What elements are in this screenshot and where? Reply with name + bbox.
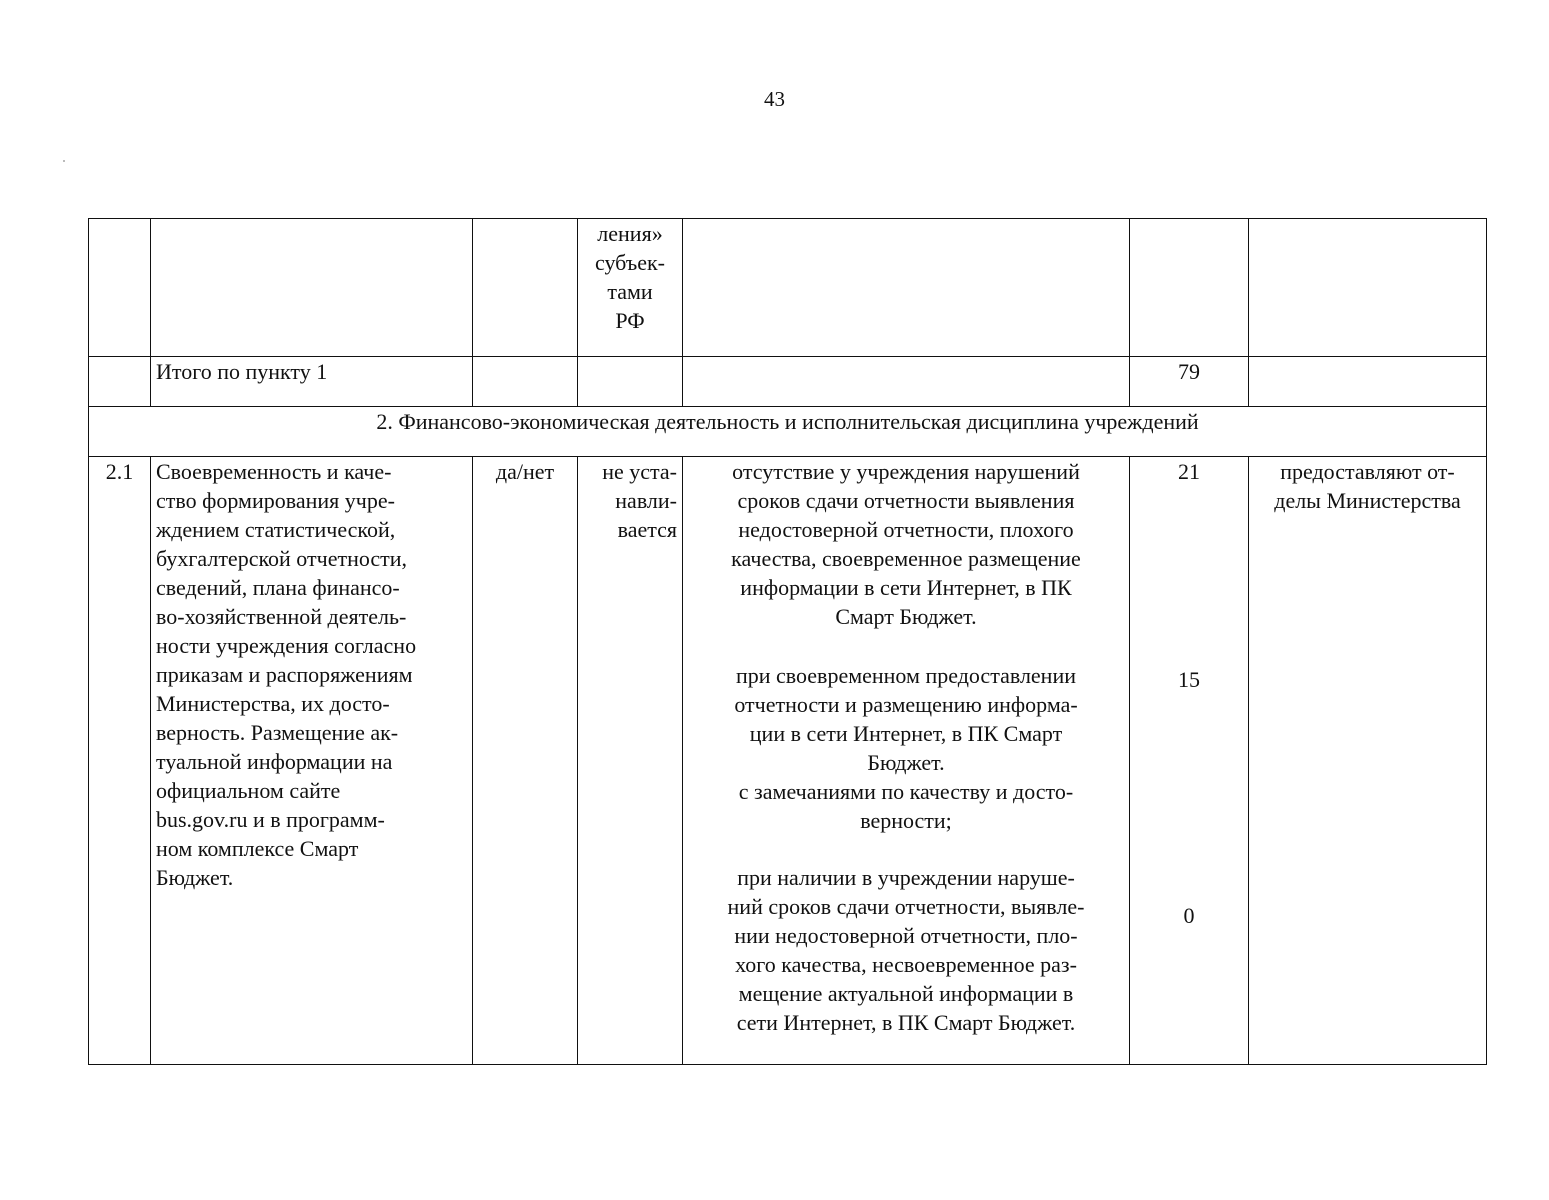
cell-source — [1249, 357, 1487, 407]
text-line: РФ — [615, 308, 645, 333]
section-header-row — [89, 407, 1487, 457]
text-line: верность. Размещение ак- — [156, 720, 399, 745]
criteria-text — [683, 457, 1130, 1065]
criterion-1-score: 21 — [1178, 459, 1200, 484]
text-line: не уста- — [602, 459, 677, 484]
table-row-2-1 — [89, 457, 1487, 1065]
text-line: сети Интернет, в ПК Смарт Бюджет. — [736, 1010, 1076, 1035]
target-text — [578, 457, 683, 1065]
criterion-1 — [688, 457, 1124, 631]
cell-number — [89, 357, 151, 407]
text-line: недостоверной отчетности, плохого — [738, 517, 1074, 542]
text-line: ном комплексе Смарт — [156, 836, 359, 861]
rating-criteria-table — [88, 218, 1487, 1065]
cell-score — [1130, 219, 1249, 357]
score-text — [1130, 457, 1249, 1065]
text-line: туальной информации на — [156, 749, 393, 774]
page-number: 43 — [764, 87, 785, 111]
text-line: информации в сети Интернет, в ПК — [740, 575, 1072, 600]
criterion-2 — [688, 661, 1124, 835]
text-line: Смарт Бюджет. — [835, 604, 977, 629]
table-row-continued — [89, 219, 1487, 357]
text-line: тами — [607, 279, 653, 304]
text-line: навли- — [615, 488, 677, 513]
text-line: качества, своевременное размещение — [731, 546, 1081, 571]
cell-target — [578, 219, 683, 357]
text-line: сроков сдачи отчетности выявления — [737, 488, 1075, 513]
text-line: ждением статистической, — [156, 517, 396, 542]
cell-criteria — [683, 219, 1130, 357]
text-line: Бюджет. — [156, 865, 234, 890]
section-header: 2. Финансово-экономическая деятельность и исполнительская дисциплина учреждений — [89, 407, 1487, 457]
cell-target — [578, 357, 683, 407]
text-line: ство формирования учре- — [156, 488, 395, 513]
text-line: ления» — [597, 221, 663, 246]
text-line: отсутствие у учреждения нарушений — [732, 459, 1080, 484]
text-line: делы Министерства — [1274, 488, 1461, 513]
text-line: Своевременность и каче- — [156, 459, 392, 484]
text-line: bus.gov.ru и в программ- — [156, 807, 385, 832]
criterion-3-score: 0 — [1183, 903, 1195, 928]
text-line: вается — [617, 517, 677, 542]
text-line: сведений, плана финансо- — [156, 575, 400, 600]
text-line: Бюджет. — [867, 750, 945, 775]
row-number: 2.1 — [89, 457, 151, 1065]
cell-source — [1249, 219, 1487, 357]
text-line: во-хозяйственной деятель- — [156, 604, 407, 629]
table-row-subtotal — [89, 357, 1487, 407]
text-line: с замечаниями по качеству и досто- — [738, 779, 1074, 804]
source-text — [1249, 457, 1487, 1065]
cell-number — [89, 219, 151, 357]
cell-unit — [473, 357, 578, 407]
subtotal-score: 79 — [1130, 357, 1249, 407]
text-line: субъек- — [595, 250, 665, 275]
criterion-2-score: 15 — [1178, 667, 1200, 692]
cell-criteria — [683, 357, 1130, 407]
text-line: официальном сайте — [156, 778, 341, 803]
text-line: нии недостоверной отчетности, пло- — [734, 923, 1078, 948]
criterion-3 — [688, 863, 1124, 1037]
text-line: при своевременном предоставлении — [735, 663, 1077, 688]
text-line: мещение актуальной информации в — [738, 981, 1074, 1006]
text-line: отчетности и размещению информа- — [734, 692, 1078, 717]
cell-indicator — [151, 219, 473, 357]
text-line: ний сроков сдачи отчетности, выявле- — [727, 894, 1085, 919]
text-line: бухгалтерской отчетности, — [156, 546, 408, 571]
scan-artifact — [63, 160, 65, 162]
text-line: Министерства, их досто- — [156, 691, 390, 716]
text-line: предоставляют от- — [1280, 459, 1455, 484]
text-line: при наличии в учреждении наруше- — [737, 865, 1075, 890]
unit-text: да/нет — [473, 457, 578, 1065]
text-line: хого качества, несвоевременное раз- — [735, 952, 1077, 977]
text-line: ности учреждения согласно — [156, 633, 417, 658]
text-line: приказам и распоряжениям — [156, 662, 413, 687]
text-line: ции в сети Интернет, в ПК Смарт — [749, 721, 1063, 746]
text-line: верности; — [860, 808, 952, 833]
cell-unit — [473, 219, 578, 357]
subtotal-label: Итого по пункту 1 — [151, 357, 473, 407]
indicator-text — [151, 457, 473, 1065]
